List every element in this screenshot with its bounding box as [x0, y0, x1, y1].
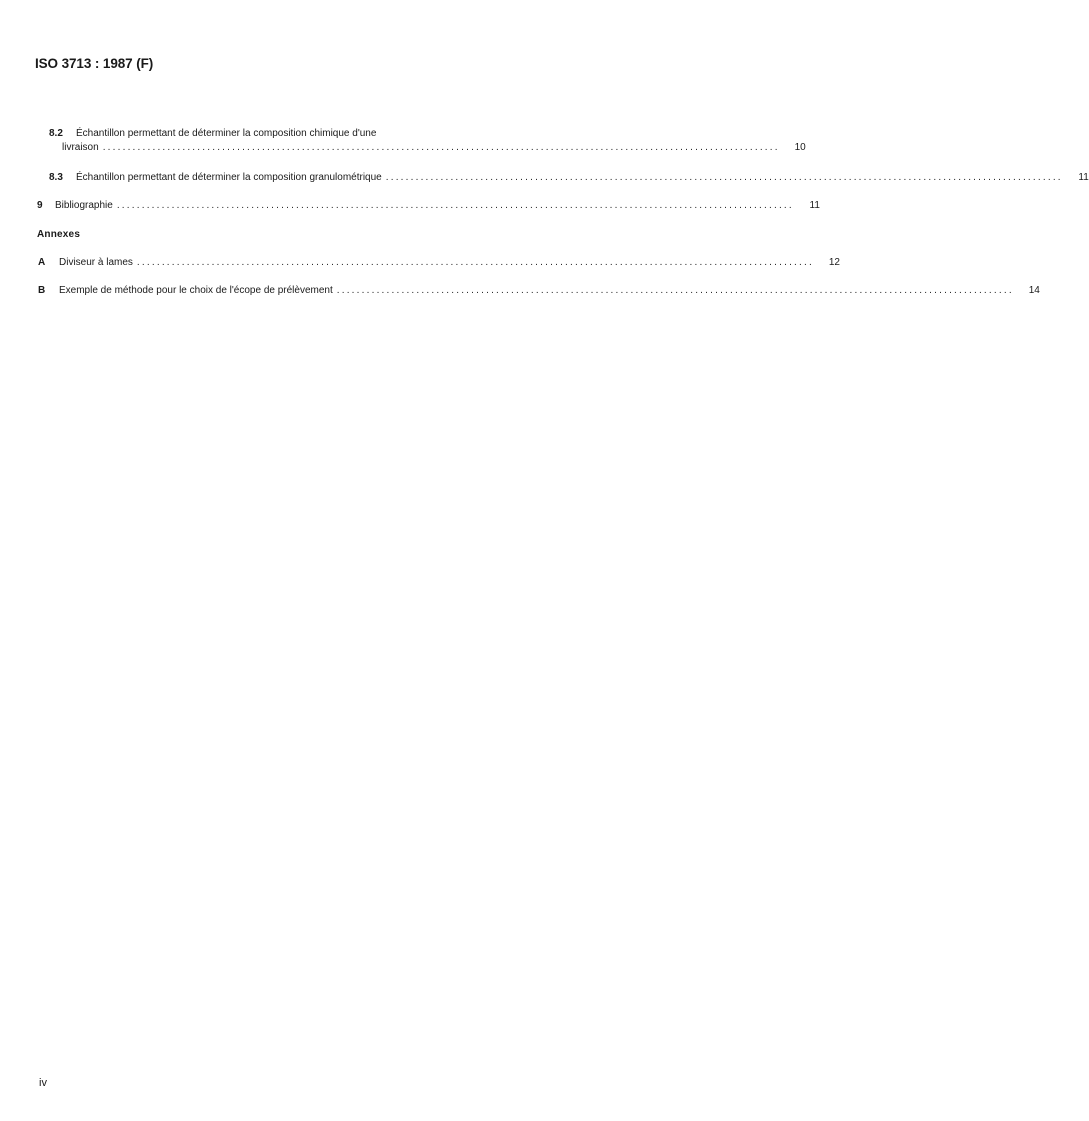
toc-page-number: 10: [794, 142, 806, 153]
toc-entry-title: Bibliographie: [55, 200, 113, 211]
toc-entry-leader-line: [59, 257, 840, 269]
toc-annex-letter: A: [38, 257, 46, 268]
table-of-contents: [0, 0, 1089, 400]
toc-entry-leader-line: [62, 142, 806, 154]
toc-page-number: 12: [828, 257, 840, 268]
page-folio: iv: [39, 1077, 47, 1089]
dot-leader: ........................................................................................................................................: [136, 257, 814, 268]
toc-annex-letter: B: [38, 285, 46, 296]
dot-leader: ........................................................................................................................................: [102, 142, 780, 153]
toc-entry-leader-line: [76, 172, 1089, 184]
toc-page-number: 11: [1078, 172, 1089, 183]
toc-page-number: 14: [1028, 285, 1040, 296]
dot-leader: ........................................................................................................................................: [336, 285, 1014, 296]
toc-entry-title-line1: Échantillon permettant de déterminer la composition chimique d'une: [76, 128, 377, 139]
toc-entry-leader-line: [55, 200, 820, 212]
toc-entry-title: Échantillon permettant de déterminer la composition granulométrique: [76, 172, 382, 183]
toc-entry-number: 8.2: [49, 128, 63, 139]
toc-entry-title-line2: livraison: [62, 142, 99, 153]
toc-entry-leader-line: [59, 285, 1040, 297]
toc-page-number: 11: [809, 200, 820, 211]
document-identifier: ISO 3713 : 1987 (F): [35, 56, 154, 71]
dot-leader: ........................................................................................................................................: [116, 200, 794, 211]
annexes-heading: Annexes: [37, 229, 81, 240]
toc-entry-title: Diviseur à lames: [59, 257, 133, 268]
dot-leader: ........................................................................................................................................: [385, 172, 1063, 183]
toc-entry-title: Exemple de méthode pour le choix de l'écope de prélèvement: [59, 285, 333, 296]
toc-entry-number: 9: [37, 200, 43, 211]
toc-entry-number: 8.3: [49, 172, 63, 183]
